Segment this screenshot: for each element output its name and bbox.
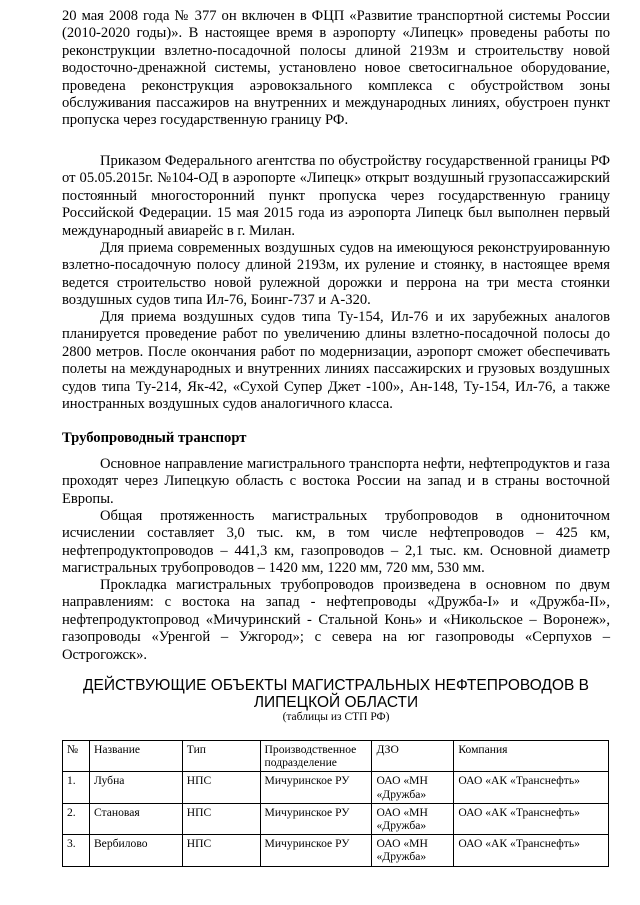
cell-company: ОАО «АК «Транснефть» xyxy=(454,835,609,866)
paragraph-taxiway-construction: Для приема современных воздушных судов на имеющуюся реконструированную взлетно-посадочную полосу длиной 2193м, их руление и стоянку, в настоящее время ведется строительство новой рулежной дорожки и перрона на три места стоянки воздушных судов типа Ил-76, Боинг-737 и А-320. xyxy=(62,240,610,309)
cell-type: НПС xyxy=(182,803,260,834)
cell-dzo: ОАО «МН «Дружба» xyxy=(372,803,454,834)
header-number: № xyxy=(63,741,90,772)
table-row xyxy=(63,772,609,803)
cell-company: ОАО «АК «Транснефть» xyxy=(454,803,609,834)
table-title: ДЕЙСТВУЮЩИЕ ОБЪЕКТЫ МАГИСТРАЛЬНЫХ НЕФТЕПРОВОДОВ В ЛИПЕЦКОЙ ОБЛАСТИ xyxy=(83,677,589,711)
header-name: Название xyxy=(89,741,182,772)
section-heading: Трубопроводный транспорт xyxy=(62,430,247,446)
paragraph-pipeline-routes: Прокладка магистральных трубопроводов произведена в основном по двум направлениям: с востока на запад - нефтепроводы «Дружба-I» и «Дружба-II», нефтепродуктопровод «Мичуринский - Стальной Конь» и «Никольское – Воронеж», газопроводы «Уренгой – Ужгород»; с севера на юг газопроводы «Серпухов – Острогожск». xyxy=(62,577,610,663)
table-subtitle: (таблицы из СТП РФ) xyxy=(282,711,390,723)
paragraph-pipeline-direction: Основное направление магистрального транспорта нефти, нефтепродуктов и газа проходят через Липецкую область с востока России на запад и в страны восточной Европы. xyxy=(62,456,610,507)
cell-number: 3. xyxy=(63,835,90,866)
cell-dzo: ОАО «МН «Дружба» xyxy=(372,772,454,803)
cell-division: Мичуринское РУ xyxy=(260,803,372,834)
table-row xyxy=(63,803,609,834)
cell-type: НПС xyxy=(182,772,260,803)
cell-name: Вербилово xyxy=(89,835,182,866)
table-row xyxy=(63,835,609,866)
cell-type: НПС xyxy=(182,835,260,866)
cell-division: Мичуринское РУ xyxy=(260,772,372,803)
cell-dzo: ОАО «МН «Дружба» xyxy=(372,835,454,866)
cell-name: Лубна xyxy=(89,772,182,803)
cell-division: Мичуринское РУ xyxy=(260,835,372,866)
cell-name: Становая xyxy=(89,803,182,834)
header-type: Тип xyxy=(182,741,260,772)
cell-number: 2. xyxy=(63,803,90,834)
table-header-row xyxy=(63,741,609,772)
paragraph-pipeline-length: Общая протяженность магистральных трубопроводов в однониточном исчислении составляет 3,0 тыс. км, в том числе нефтепроводов – 425 км, нефтепродуктопроводов – 441,3 км, газопроводов – 2,1 тыс. км. Основной диаметр магистральных трубопроводов – 1420 мм, 1220 мм, 720 мм, 530 мм. xyxy=(62,508,610,577)
paragraph-airport-reconstruction: 20 мая 2008 года № 377 он включен в ФЦП «Развитие транспортной системы России (2010-2020 годы)». В настоящее время в аэропорту «Липецк» проведены работы по реконструкции взлетно-посадочной полосы длиной 2193м и строительству новой водосточно-дренажной системы, установлено новое светосигнальное оборудование, проведена реконструкция аэровокзального комплекса с обустройством зоны обслуживания пассажиров на внутренних и международных линиях, обустроен пункт пропуска через государственную границу РФ. xyxy=(62,8,610,129)
cell-company: ОАО «АК «Транснефть» xyxy=(454,772,609,803)
header-division: Производственное подразделение xyxy=(260,741,372,772)
header-dzo: ДЗО xyxy=(372,741,454,772)
paragraph-border-checkpoint: Приказом Федерального агентства по обустройству государственной границы РФ от 05.05.2015г. №104-ОД в аэропорте «Липецк» открыт воздушный грузопассажирский постоянный многосторонний пункт пропуска через государственную границу Российской Федерации. 15 мая 2015 года из аэропорта Липецк был выполнен первый международный авиарейс в г. Милан. xyxy=(62,153,610,239)
header-company: Компания xyxy=(454,741,609,772)
oil-pipeline-objects-table xyxy=(62,740,609,867)
paragraph-runway-extension: Для приема воздушных судов типа Ту-154, Ил-76 и их зарубежных аналогов планируется проведение работ по увеличению длины взлетно-посадочной полосы до 2800 метров. После окончания работ по модернизации, аэропорт сможет обеспечивать полеты на международных и внутренних линиях пассажирских и грузовых воздушных судов типа Ту-214, Як-42, «Сухой Супер Джет -100», Ан-148, Ту-154, Ил-76, а также иностранных воздушных судов аналогичного класса. xyxy=(62,309,610,413)
cell-number: 1. xyxy=(63,772,90,803)
